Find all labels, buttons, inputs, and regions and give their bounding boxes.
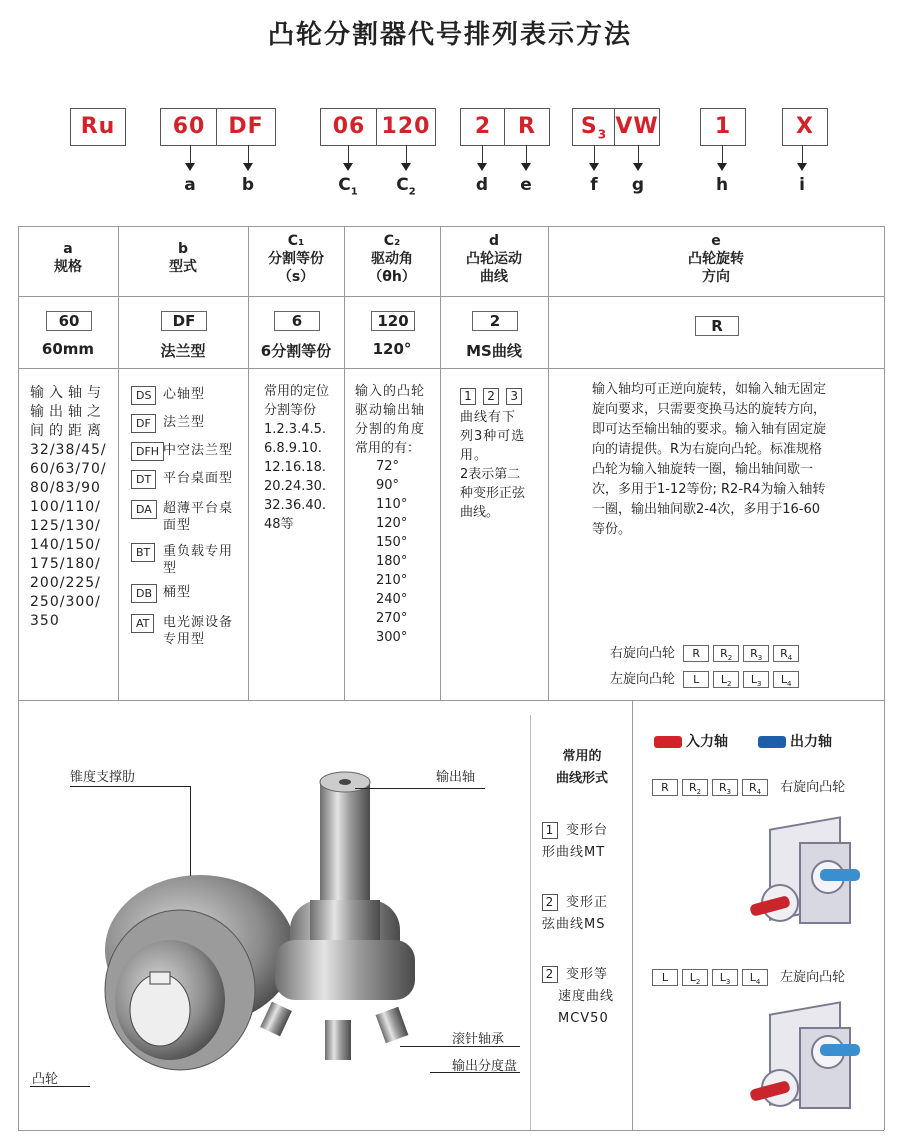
label-rib: 锥度支撑肋	[70, 770, 136, 785]
rotation-code: $R_2$	[682, 779, 708, 796]
left-cam-gearbox-illustration	[740, 1000, 870, 1130]
angle-value: 90°	[376, 478, 400, 493]
arrow-head	[185, 163, 195, 171]
curve-option-box: 3	[506, 388, 522, 405]
example-box: 60	[46, 311, 92, 331]
needle-bearing	[325, 1020, 351, 1060]
example-text: MS曲线	[466, 342, 522, 360]
legend-output: 出力轴	[790, 734, 832, 750]
arrow-head	[797, 163, 807, 171]
type-code: DS	[131, 386, 156, 405]
rotation-desc: 输入轴均可正逆向旋转，如输入轴无固定旋向要求，只需要变换马达的旋转方向，即可达至输出轴的要求。输入轴有固定旋向的请提供。R为右旋向凸轮。标准规格凸轮为输入轴旋转一圈，输出轴间歇一次，多用于1-12等份; R2-R4为输入轴转一圈，输出轴间歇2-4次，多用于16-60等份。	[592, 382, 827, 537]
code-box: 60	[160, 108, 218, 146]
rotation-code: $R_3$	[712, 779, 738, 796]
column-header: d 凸轮运动 曲线	[466, 233, 522, 285]
example-text: 120°	[372, 340, 412, 358]
code-letter: $C_1$	[338, 175, 358, 198]
column-header: C₂ 驱动角 （θh）	[368, 233, 416, 285]
cam-bore	[130, 974, 190, 1046]
curve-options	[460, 385, 524, 405]
label-output-shaft: 输出轴	[436, 770, 476, 785]
curves-title: 常用的 曲线形式	[555, 749, 608, 786]
angle-value: 180°	[376, 554, 408, 569]
code-box: VW	[614, 108, 660, 146]
left-cam-row	[610, 668, 799, 688]
label-cam: 凸轮	[32, 1072, 59, 1087]
type-row	[131, 543, 234, 576]
code-letter: f	[590, 175, 598, 195]
code-letter: i	[799, 175, 805, 195]
code-letter: h	[715, 175, 729, 195]
code-box: DF	[216, 108, 276, 146]
type-name: 电光源设备专用型	[163, 615, 234, 647]
type-row	[131, 584, 192, 603]
code-letter: b	[241, 175, 255, 195]
angle-value: 150°	[376, 535, 408, 550]
type-row	[131, 414, 206, 433]
type-code: BT	[131, 543, 155, 562]
example-box: 6	[274, 311, 320, 331]
rotation-code: $R_3$	[743, 645, 769, 662]
left-cam-label: 左旋向凸轮	[610, 672, 676, 687]
left-cam-label-2: 左旋向凸轮	[780, 970, 846, 985]
code-box: $S_3$	[572, 108, 616, 146]
right-cam-label-2: 右旋向凸轮	[780, 780, 846, 795]
arrow-head	[589, 163, 599, 171]
type-name: 平台桌面型	[163, 471, 234, 486]
arrow-head	[717, 163, 727, 171]
arrow-line	[348, 145, 349, 165]
example-text: 6分割等份	[260, 342, 332, 360]
code-box: 06	[320, 108, 378, 146]
arrow-line	[802, 145, 803, 165]
type-name: 心轴型	[163, 387, 206, 402]
arrow-line	[594, 145, 595, 165]
type-name: 重负载专用型	[163, 544, 234, 576]
curve-item: 2 变形等 速度曲线 MCV50	[542, 964, 628, 1030]
column-header: b 型式	[169, 241, 197, 275]
example-box: R	[695, 316, 739, 336]
rotation-code: $L_3$	[712, 969, 738, 986]
code-box: R	[504, 108, 550, 146]
type-row	[131, 500, 234, 533]
type-code: DF	[131, 414, 156, 433]
type-row	[131, 470, 234, 489]
example-text: 60mm	[41, 340, 95, 358]
code-letter: a	[184, 175, 196, 195]
type-code: AT	[131, 614, 154, 633]
code-letter: $C_2$	[396, 175, 416, 198]
column-header: a 规格	[54, 241, 82, 275]
angle-value: 210°	[376, 573, 408, 588]
arrow-line	[482, 145, 483, 165]
curve-option-box: 2	[483, 388, 499, 405]
rotation-code: $L_3$	[743, 671, 769, 688]
curve-desc-2: 2表示第二种变形正弦曲线。	[460, 467, 526, 520]
example-box: 2	[472, 311, 518, 331]
legend-input: 入力轴	[686, 734, 728, 750]
code-box: 2	[460, 108, 506, 146]
rotation-code: $L_2$	[682, 969, 708, 986]
example-box: DF	[161, 311, 207, 331]
example-text: 法兰型	[160, 342, 206, 360]
arrow-line	[406, 145, 407, 165]
arrow-line	[638, 145, 639, 165]
angle-intro: 输入的凸轮驱动输出轴分割的角度	[355, 384, 426, 437]
type-name: 中空法兰型	[163, 443, 234, 458]
type-row	[131, 442, 234, 461]
output-shaft-swatch	[758, 736, 786, 748]
arrow-head	[343, 163, 353, 171]
code-letter: d	[475, 175, 489, 195]
angle-value: 270°	[376, 611, 408, 626]
code-box: 1	[700, 108, 746, 146]
division-list: 常用的定位分割等份 1.2.3.4.5. 6.8.9.10. 12.16.18. 20.24.30. 32.36.40. 48等	[264, 384, 330, 532]
type-code: DB	[131, 584, 157, 603]
right-cam-label: 右旋向凸轮	[610, 646, 676, 661]
angle-value: 110°	[376, 497, 408, 512]
curve-desc: 曲线有下列3种可选用。	[460, 410, 526, 463]
angle-value: 240°	[376, 592, 408, 607]
arrow-head	[477, 163, 487, 171]
rotation-code: L	[652, 969, 678, 986]
code-letter: g	[631, 175, 645, 195]
rotation-code: $L_4$	[773, 671, 799, 688]
type-name: 法兰型	[163, 415, 206, 430]
code-box: 120	[376, 108, 436, 146]
right-cam-row	[610, 642, 799, 662]
curve-option-box: 1	[460, 388, 476, 405]
arrow-line	[722, 145, 723, 165]
label-needle-bearing: 滚针轴承	[452, 1032, 505, 1047]
output-shaft-blue	[820, 869, 860, 881]
left-cam-codes	[648, 966, 845, 986]
label-output-disc: 输出分度盘	[452, 1059, 518, 1074]
arrow-line	[248, 145, 249, 165]
rotation-code: $L_4$	[742, 969, 768, 986]
type-row	[131, 614, 234, 647]
example-box: 120	[371, 311, 415, 331]
rotation-code: L	[683, 671, 709, 688]
rotation-code: $L_2$	[713, 671, 739, 688]
angle-value: 72°	[376, 459, 400, 474]
column-header: e 凸轮旋转 方向	[688, 233, 744, 285]
rotation-code: $R_4$	[773, 645, 799, 662]
rotation-code: R	[683, 645, 709, 662]
curve-item: 2 变形正 弦曲线MS	[542, 895, 609, 932]
right-cam-gearbox-illustration	[740, 815, 870, 945]
rotation-code: R	[652, 779, 678, 796]
type-name: 超薄平台桌面型	[163, 501, 234, 533]
type-row	[131, 386, 206, 405]
arrow-head	[401, 163, 411, 171]
code-box: Ru	[70, 108, 126, 146]
code-letter: e	[520, 175, 532, 195]
arrow-line	[526, 145, 527, 165]
arrow-line	[190, 145, 191, 165]
column-header: C₁ 分割等份 （s）	[268, 233, 324, 285]
type-code: DT	[131, 470, 156, 489]
angle-common-label: 常用的有：	[355, 441, 421, 456]
arrow-head	[243, 163, 253, 171]
type-name: 桶型	[163, 585, 192, 600]
input-shaft-swatch	[654, 736, 682, 748]
page-title: 凸轮分割器代号排列表示方法	[267, 20, 632, 50]
spec-distance-list: 输入轴与输出轴之间的距离 32/38/45/ 60/63/70/ 80/83/90 100/110/ 125/130/ 140/150/ 175/180/ 200/225/ 250/300/ 350	[30, 385, 107, 629]
arrow-head	[521, 163, 531, 171]
right-cam-codes	[648, 776, 845, 796]
cam-indexer-illustration	[60, 760, 500, 1100]
rotation-code: $R_2$	[713, 645, 739, 662]
arrow-head	[633, 163, 643, 171]
angle-value: 120°	[376, 516, 408, 531]
angle-value: 300°	[376, 630, 408, 645]
type-code: DFH	[131, 442, 164, 461]
curve-item: 1 变形台 形曲线MT	[542, 823, 609, 860]
type-code: DA	[131, 500, 157, 519]
rotation-code: $R_4$	[742, 779, 768, 796]
code-box: X	[782, 108, 828, 146]
